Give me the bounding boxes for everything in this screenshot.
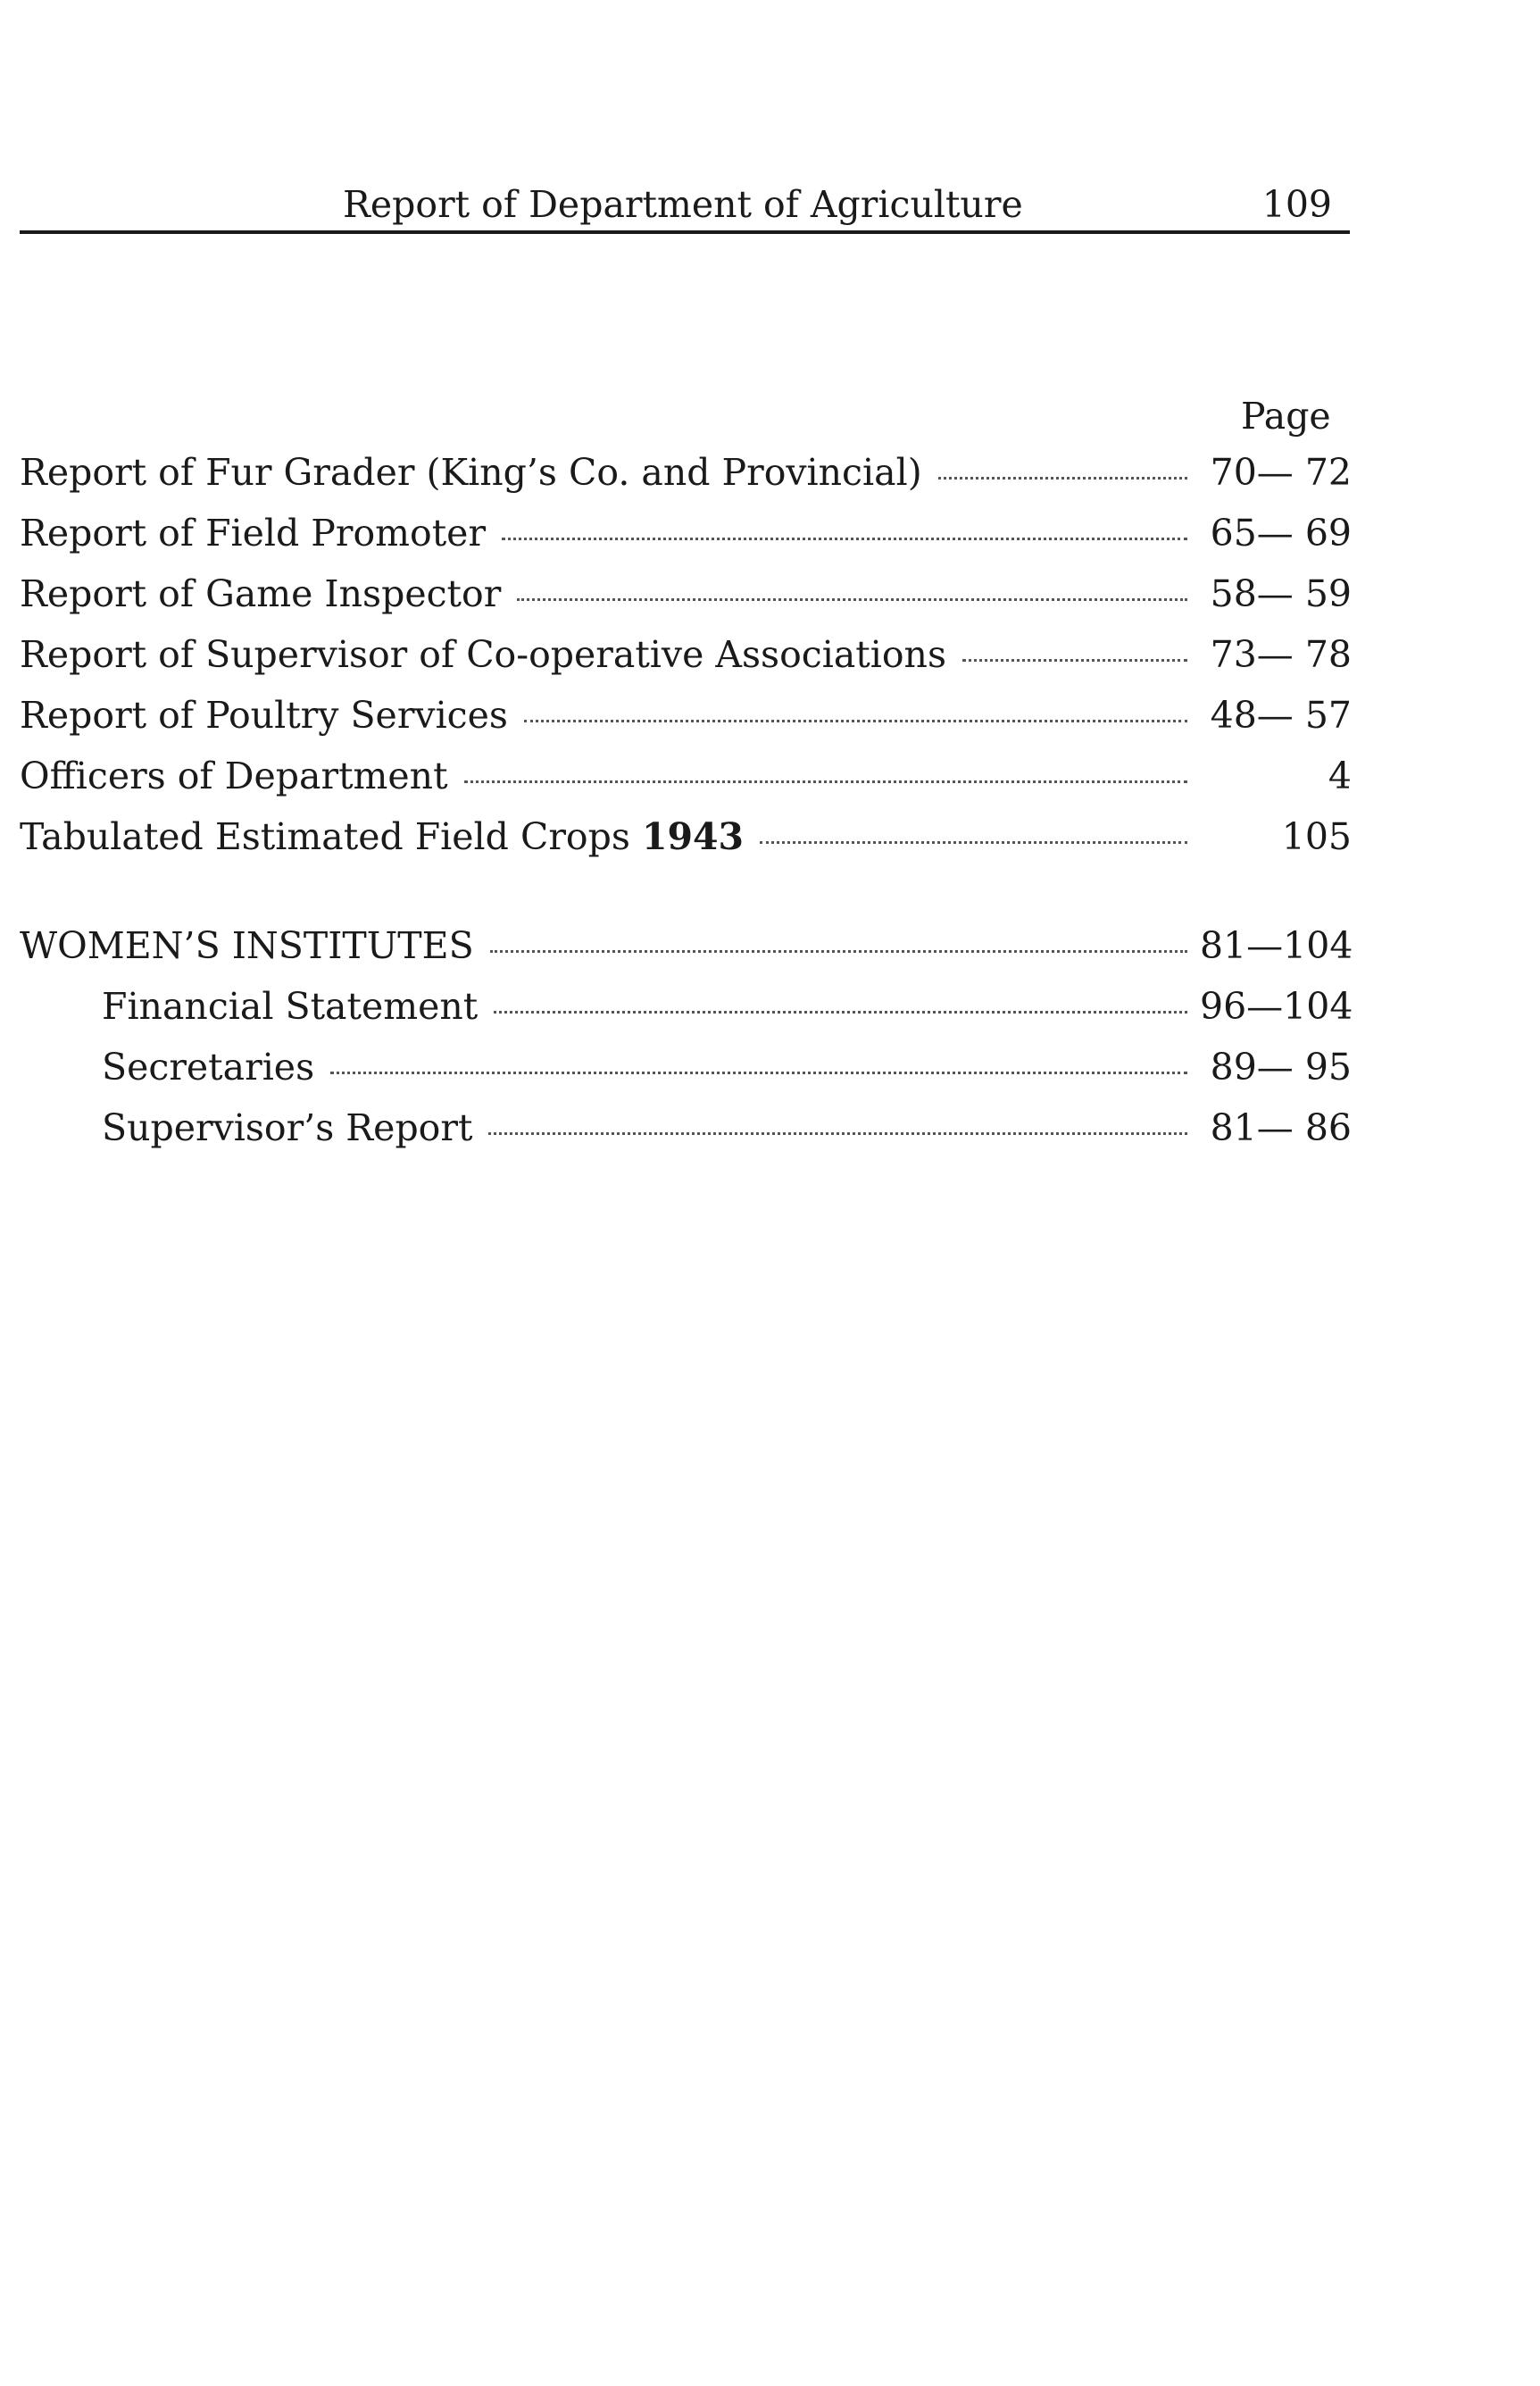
toc-entry-poultry-services [20,694,1352,755]
toc-section-womens-institutes [20,924,1352,985]
dot-leader [494,1011,1187,1014]
dot-leader [517,598,1187,601]
toc-subentry-label: Supervisor’s Report [102,1106,473,1149]
dot-leader [488,1132,1187,1135]
toc-entry-pages: 58— 59 [1210,572,1352,615]
running-head [20,179,1350,234]
toc-entry-cooperative-associations [20,633,1352,694]
section-spacer [20,876,1352,924]
toc-subentry-pages: 96—104 [1200,985,1353,1028]
toc-entry-label: Officers of Department [20,755,448,797]
toc-entry-pages: 73— 78 [1210,633,1352,676]
toc-entry-pages: 105 [1281,815,1352,858]
toc-entry-year: 1943 [641,815,745,858]
toc-entry-fur-grader [20,451,1352,512]
dot-leader [524,720,1187,722]
toc-subentry-label: Financial Statement [102,985,479,1028]
toc-subentry-supervisors-report [20,1106,1352,1167]
table-of-contents [20,451,1352,1167]
dot-leader [464,780,1187,783]
toc-subentry-pages: 89— 95 [1210,1046,1352,1089]
toc-entry-game-inspector [20,572,1352,633]
toc-entry-label [20,815,744,858]
toc-entry-pages: 48— 57 [1210,694,1352,737]
dot-leader [938,477,1187,480]
toc-entry-label: Report of Poultry Services [20,694,508,737]
toc-subentry-secretaries [20,1046,1352,1106]
toc-entry-pages: 65— 69 [1210,512,1352,555]
toc-entry-field-promoter [20,512,1352,572]
page-column-heading: Page [1241,395,1331,438]
toc-entry-label: Report of Supervisor of Co-operative Associations [20,633,946,676]
toc-entry-pages: 4 [1328,755,1352,797]
toc-section-pages: 81—104 [1200,924,1353,967]
toc-section-label: WOMEN’S INSTITUTES [20,924,474,967]
dot-leader [760,841,1187,844]
toc-entry-label: Report of Game Inspector [20,572,502,615]
dot-leader [330,1072,1187,1074]
toc-entry-pages: 70— 72 [1210,451,1352,494]
toc-entry-officers [20,755,1352,815]
toc-entry-label-text: Tabulated Estimated Field Crops [20,815,630,858]
page-header-title: Report of Department of Agriculture [343,183,1023,226]
dot-leader [490,950,1187,953]
dot-leader [962,659,1187,662]
toc-subentry-financial-statement [20,985,1352,1046]
toc-entry-label: Report of Fur Grader (King’s Co. and Provincial) [20,451,922,494]
page-number: 109 [1261,183,1332,226]
toc-entry-field-crops [20,815,1352,876]
toc-entry-label: Report of Field Promoter [20,512,487,555]
toc-subentry-label: Secretaries [102,1046,315,1089]
dot-leader [502,538,1187,540]
toc-subentry-pages: 81— 86 [1210,1106,1352,1149]
